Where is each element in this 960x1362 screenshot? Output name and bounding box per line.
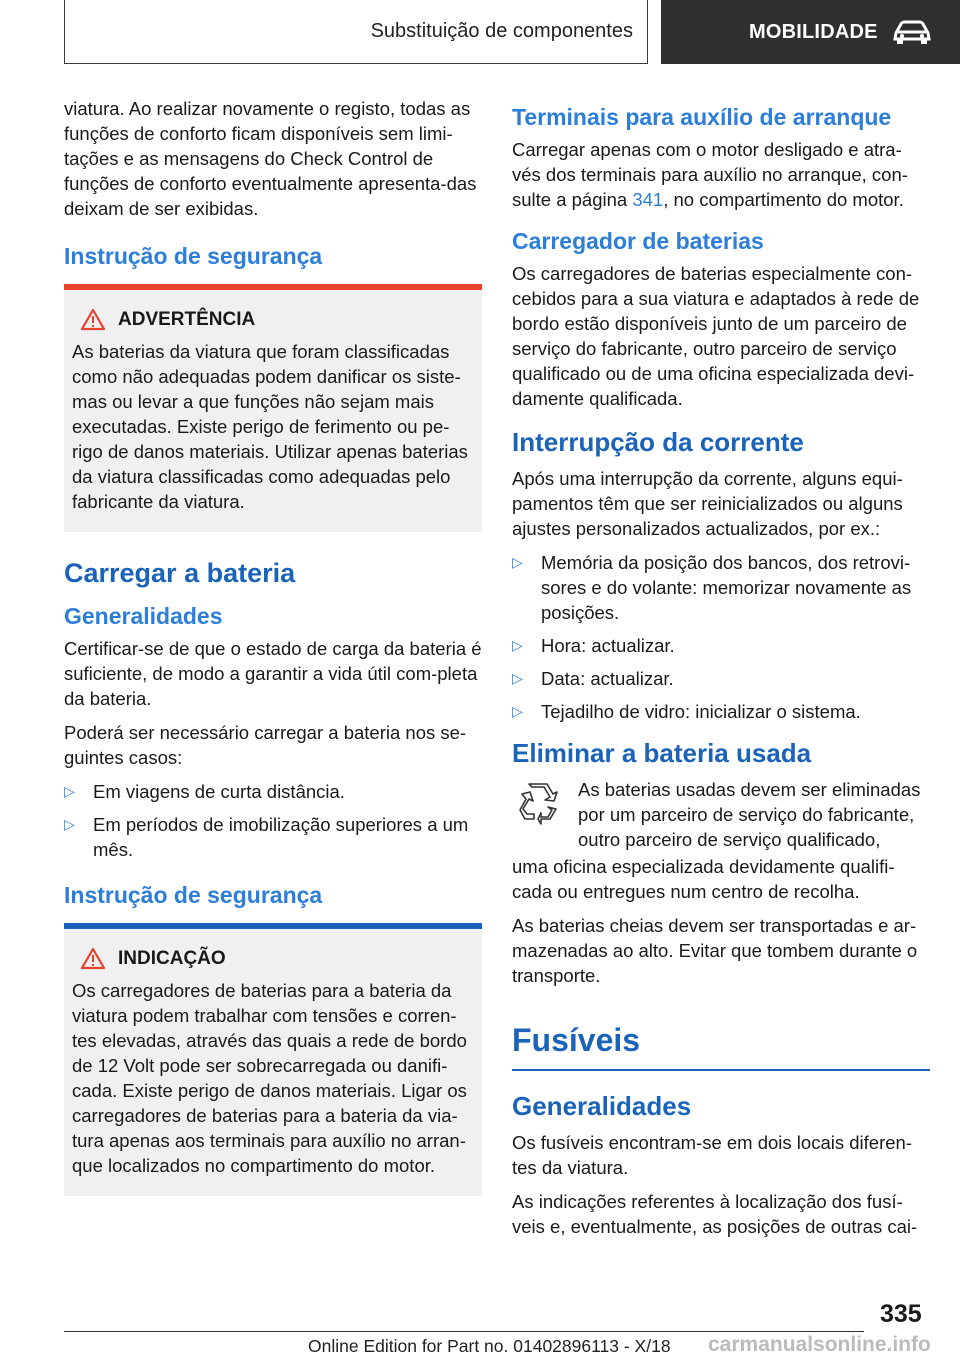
notice-triangle-icon xyxy=(80,947,106,970)
bullet-triangle-icon: ▷ xyxy=(512,637,523,653)
warning-text: As baterias da viatura que foram classificadas como não adequadas podem danificar os siste-mas ou levar a que funções não sejam mais executadas. Existe perigo de ferimento ou pe-rigo de danos materiais. Utilizar apenas baterias da viatura classificadas como adequadas pelo fabricante da viatura. xyxy=(72,341,468,512)
jump-start-heading: Terminais para auxílio de arranque xyxy=(512,104,892,130)
notice-box xyxy=(64,923,482,1196)
general-heading: Generalidades xyxy=(64,603,223,629)
warning-triangle-icon xyxy=(80,308,106,331)
fuses-heading: Fusíveis xyxy=(512,1022,930,1071)
page-number: 335 xyxy=(880,1300,922,1328)
bullet-triangle-icon: ▷ xyxy=(512,670,523,686)
intro-paragraph: viatura. Ao realizar novamente o registo, todas as funções de conforto ficam disponíveis sem limi-tações e as mensagens do Check Control de funções de conforto eventualmente apresenta-das deixam de ser exibidas. xyxy=(64,98,477,219)
list-item: ▷ Em viagens de curta distância. xyxy=(64,781,345,802)
interruption-paragraph: Após uma interrupção da corrente, alguns equi-pamentos têm que ser reinicializados ou alguns ajustes personalizados actualizados, por ex.: xyxy=(512,468,903,539)
footer-divider xyxy=(64,1331,864,1332)
charge-battery-heading: Carregar a bateria xyxy=(64,558,296,588)
list-item: ▷ Hora: actualizar. xyxy=(512,635,675,656)
header-chapter-title: MOBILIDADE xyxy=(749,20,878,43)
recycle-icon xyxy=(512,779,564,831)
right-column xyxy=(512,96,930,1248)
dispose-paragraph-1: As baterias usadas devem ser eliminadas por um parceiro de serviço do fabricante, outro parceiro de serviço qualificado, xyxy=(578,779,921,850)
general-paragraph-2: Poderá ser necessário carregar a bateria nos se-guintes casos: xyxy=(64,722,467,768)
bullet-triangle-icon: ▷ xyxy=(512,703,523,719)
safety-heading-1: Instrução de segurança xyxy=(64,243,323,269)
charger-paragraph: Os carregadores de baterias especialmente con-cebidos para a sua viatura e adaptados à rede de bordo estão disponíveis junto de um parceiro de serviço do fabricante, outro parceiro de serviço qualificado ou de uma oficina especializada devi-damente qualificada. xyxy=(512,263,920,409)
warning-label: ADVERTÊNCIA xyxy=(118,308,256,330)
safety-heading-2: Instrução de segurança xyxy=(64,882,323,908)
fuses-paragraph-2: As indicações referentes à localização dos fusí-veis e, eventualmente, as posições de outras cai- xyxy=(512,1191,918,1237)
fuses-general-heading: Generalidades xyxy=(512,1091,692,1121)
list-item: ▷ Tejadilho de vidro: inicializar o sistema. xyxy=(512,701,861,722)
interruption-heading: Interrupção da corrente xyxy=(512,427,804,457)
notice-text: Os carregadores de baterias para a bateria da viatura podem trabalhar com tensões e corren-tes elevadas, através das quais a rede de bordo de 12 Volt pode ser sobrecarregada ou danifi-cada. Existe perigo de danos materiais. Ligar os carregadores de baterias para a bateria da via-tura apenas aos terminais para auxílio no arran-que localizados no compartimento do motor. xyxy=(72,980,467,1176)
header-section-box xyxy=(64,0,648,64)
interruption-list xyxy=(512,550,930,724)
header-section-title: Substituição de componentes xyxy=(370,20,633,42)
dispose-row xyxy=(512,777,930,852)
dispose-paragraph-2: As baterias cheias devem ser transportadas e ar-mazenadas ao alto. Evitar que tombem durante o transporte. xyxy=(512,915,918,986)
notice-label: INDICAÇÃO xyxy=(118,947,226,969)
page-link-341[interactable]: 341 xyxy=(632,189,664,210)
header-chapter-box xyxy=(661,0,960,64)
list-item: ▷ Data: actualizar. xyxy=(512,668,674,689)
bullet-triangle-icon: ▷ xyxy=(64,816,75,832)
list-item: ▷ Em períodos de imobilização superiores a um mês. xyxy=(64,814,469,860)
general-paragraph-1: Certificar-se de que o estado de carga da bateria é suficiente, de modo a garantir a vida útil com-pleta da bateria. xyxy=(64,638,482,709)
dispose-paragraph-1b: uma oficina especializada devidamente qualifi-cada ou entregues num centro de recolha. xyxy=(512,856,895,902)
watermark: carmanualsonline.info xyxy=(708,1333,931,1356)
fuses-paragraph-1: Os fusíveis encontram-se em dois locais diferen-tes da viatura. xyxy=(512,1132,912,1178)
bullet-triangle-icon: ▷ xyxy=(64,783,75,799)
cases-list xyxy=(64,779,482,862)
car-icon xyxy=(892,19,932,45)
footer-edition: Online Edition for Part no. 01402896113 - X/18 xyxy=(308,1336,671,1356)
list-item: ▷ Memória da posição dos bancos, dos retrovi-sores e do volante: memorizar novamente as posições. xyxy=(512,552,912,623)
warning-box xyxy=(64,284,482,532)
dispose-heading: Eliminar a bateria usada xyxy=(512,738,812,768)
left-column xyxy=(64,96,482,1222)
jump-start-paragraph: Carregar apenas com o motor desligado e atra-vés dos terminais para auxílio no arranque, con-sulte a página 341, no compartimento do motor. xyxy=(512,139,908,210)
bullet-triangle-icon: ▷ xyxy=(512,554,523,570)
charger-heading: Carregador de baterias xyxy=(512,228,764,254)
